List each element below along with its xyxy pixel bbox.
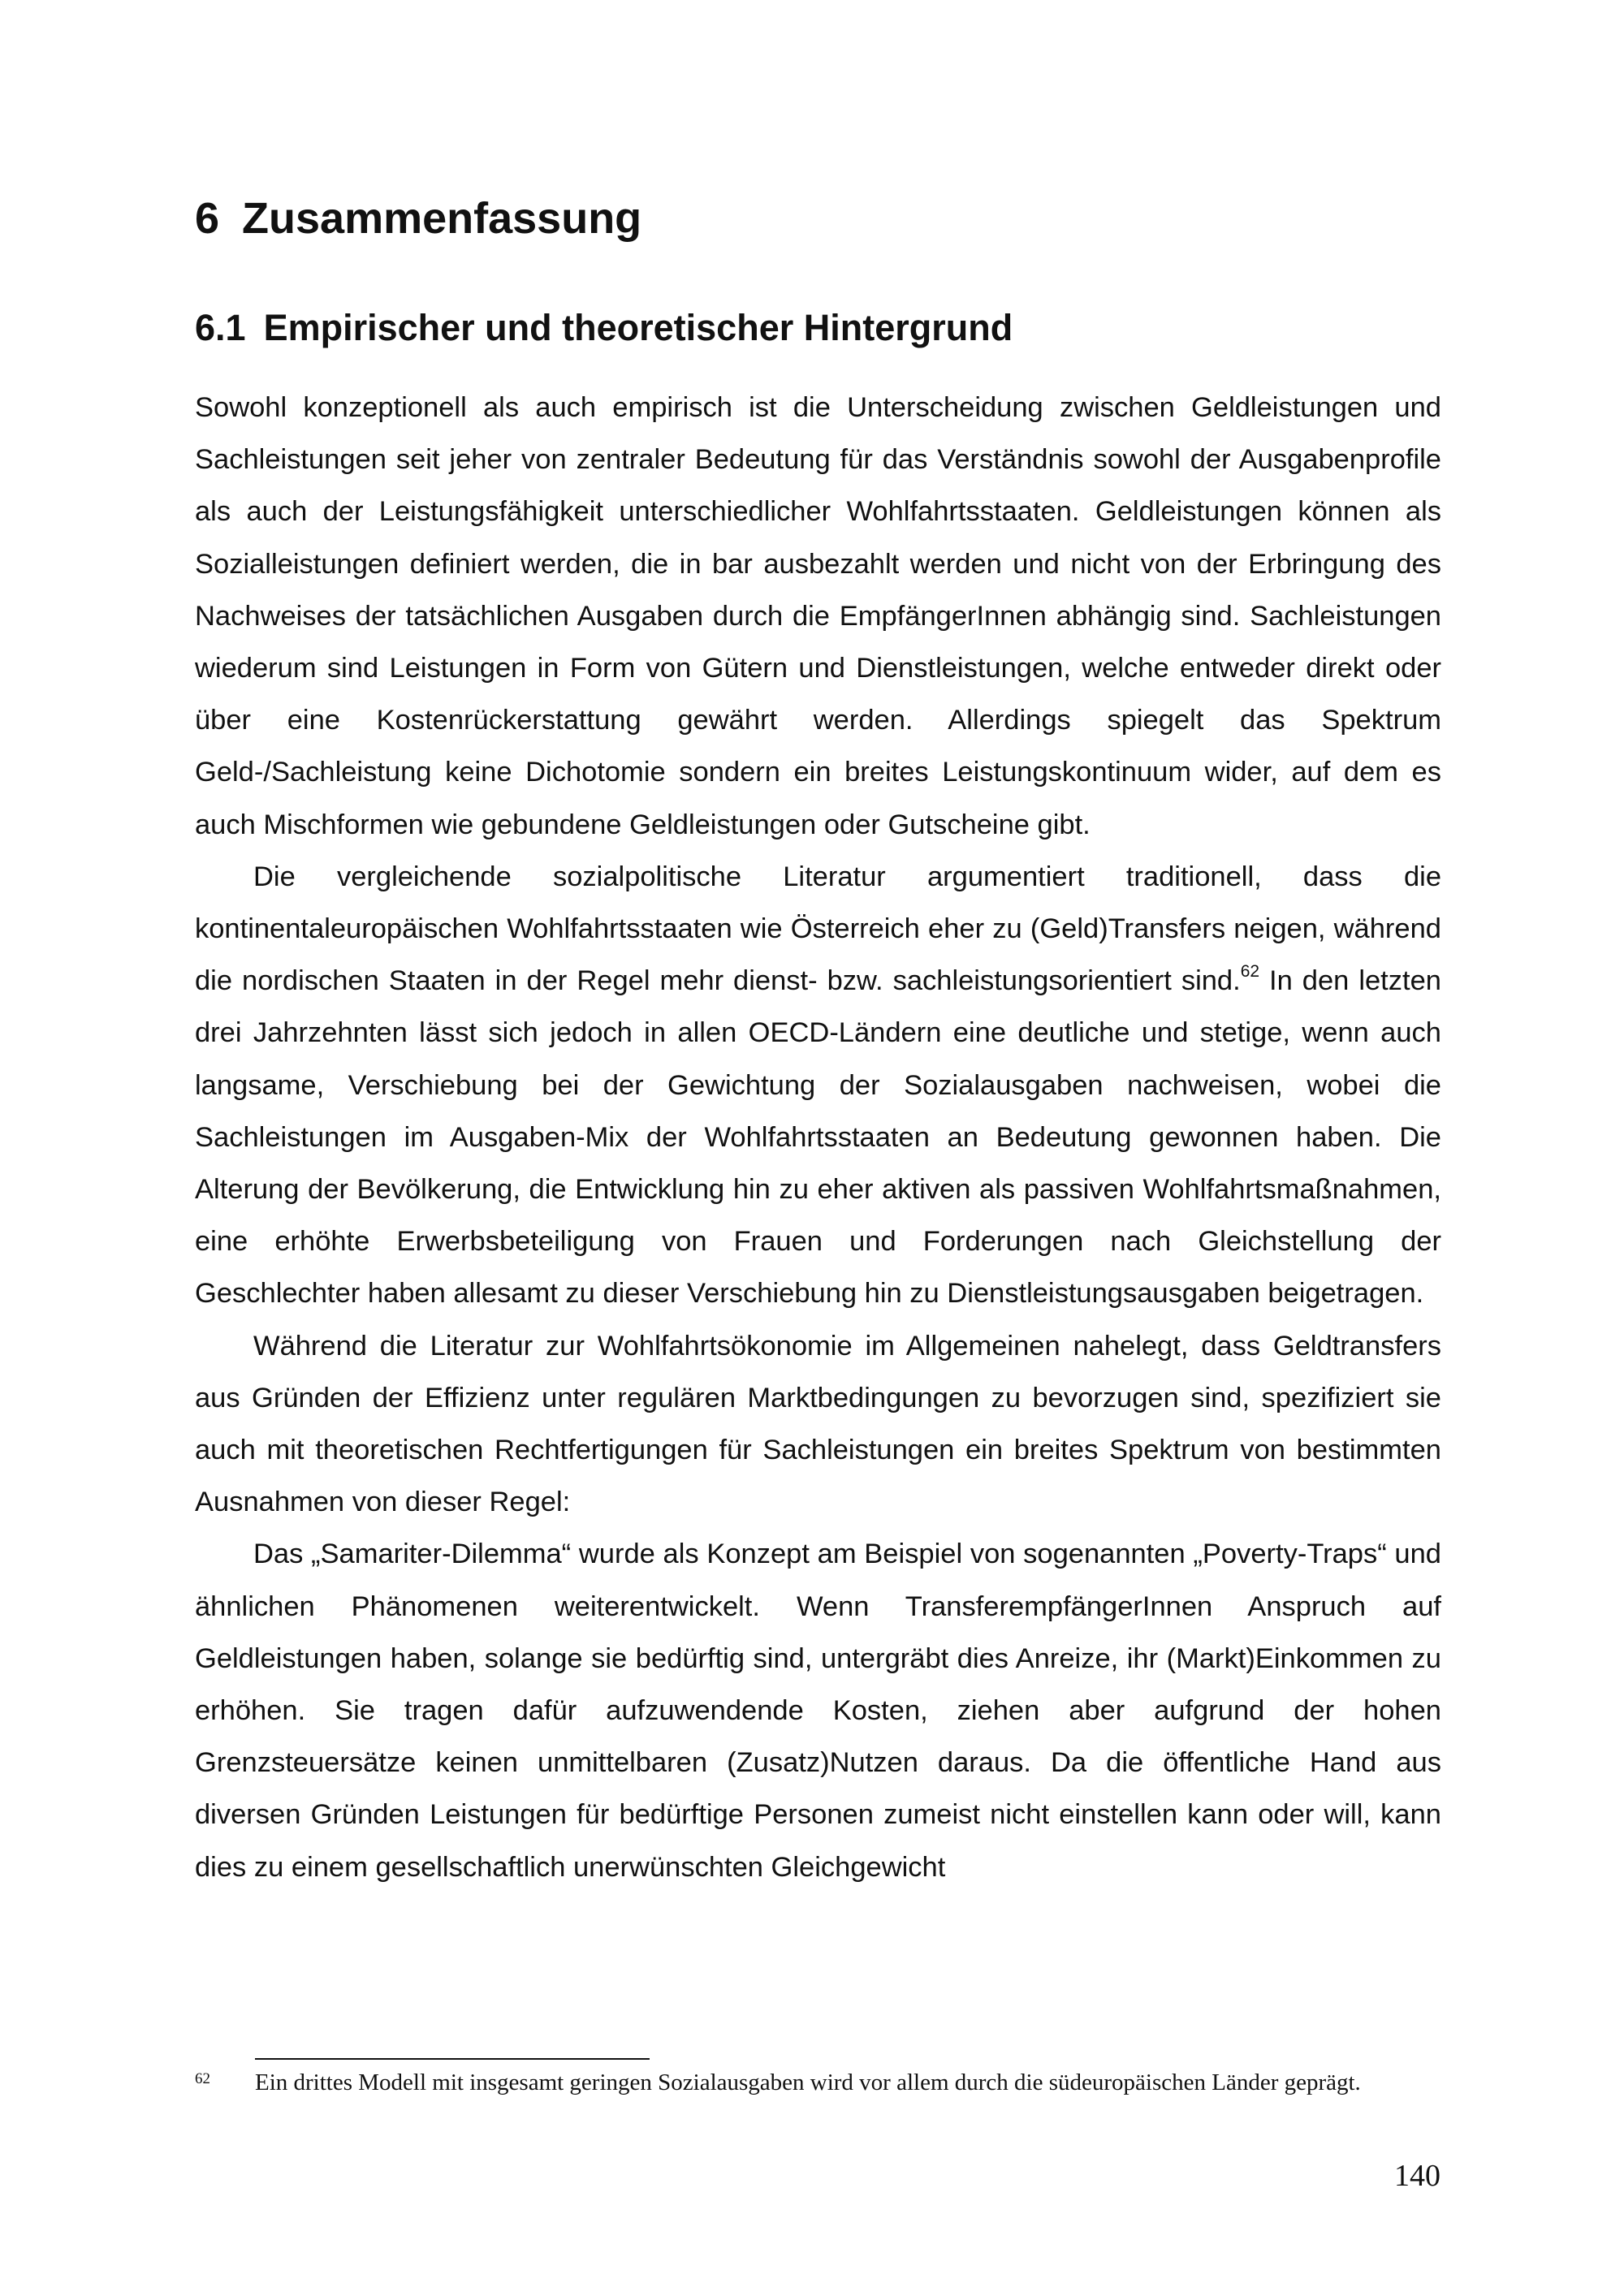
chapter-heading — [195, 190, 641, 247]
paragraph-4: Das „Samariter-Dilemma“ wurde als Konzept am Beispiel von sogenannten „Poverty-Traps“ und ähnlichen Phänomenen weiterentwickelt. Wenn TransferempfängerInnen Anspruch auf Geldleistungen haben, solange sie bedürftig sind, untergräbt dies Anreize, ihr (Markt)Einkommen zu erhöhen. Sie tragen dafür aufzuwendende Kosten, ziehen aber aufgrund der hohen Grenzsteuersätze keinen unmittelbaren (Zusatz)Nutzen daraus. Da die öffentliche Hand aus diversen Gründen Leistungen für bedürftige Personen zumeist nicht einstellen kann oder will, kann dies zu einem gesellschaftlich unerwünschten Gleichgewicht — [195, 1539, 1441, 1883]
footnote-number: 62 — [195, 2070, 210, 2087]
footnote — [195, 2068, 1441, 2097]
paragraph-2-text-start: Die vergleichende sozialpolitische Literatur argumentiert traditionell, dass die kontinentaleuropäischen Wohlfahrtsstaaten wie Österreich eher zu (Geld)Transfers neigen, während die nordischen Staaten in der Regel mehr dienst- bzw. sachleistungsorientiert sind. — [195, 861, 1441, 997]
paragraph-2-text-end: In den letzten drei Jahrzehnten lässt sich jedoch in allen OECD-Ländern eine deutliche und stetige, wenn auch langsame, Verschiebung bei der Gewichtung der Sozialausgaben nachweisen, wobei die Sachleistungen im Ausgaben-Mix der Wohlfahrtsstaaten an Bedeutung gewonnen haben. Die Alterung der Bevölkerung, die Entwicklung hin zu eher aktiven als passiven Wohlfahrtsmaßnahmen, eine erhöhte Erwerbsbeteiligung von Frauen und Forderungen nach Gleichstellung der Geschlechter haben allesamt zu dieser Verschiebung hin zu Dienstleistungsausgaben beigetragen. — [195, 965, 1441, 1310]
footnote-text: Ein drittes Modell mit insgesamt geringen Sozialausgaben wird vor allem durch die südeuropäischen Länder geprägt. — [255, 2069, 1361, 2095]
chapter-number: 6 — [195, 194, 220, 243]
paragraph-1: Sowohl konzeptionell als auch empirisch ist die Unterscheidung zwischen Geldleistungen und Sachleistungen seit jeher von zentraler Bedeutung für das Verständnis sowohl der Ausgabenprofile als auch der Leistungsfähigkeit unterschiedlicher Wohlfahrtsstaaten. Geldleistungen können als Sozialleistungen definiert werden, die in bar ausbezahlt werden und nicht von der Erbringung des Nachweises der tatsächlichen Ausgaben durch die EmpfängerInnen abhängig sind. Sachleistungen wiederum sind Leistungen in Form von Gütern und Dienstleistungen, welche entweder direkt oder über eine Kostenrückerstattung gewährt werden. Allerdings spiegelt das Spektrum Geld-/Sachleistung keine Dichotomie sondern ein breites Leistungskontinuum wider, auf dem es auch Mischformen wie gebundene Geldleistungen oder Gutscheine gibt. — [195, 392, 1441, 840]
paragraph-3: Während die Literatur zur Wohlfahrtsökonomie im Allgemeinen nahelegt, dass Geldtransfers aus Gründen der Effizienz unter regulären Marktbedingungen zu bevorzugen sind, spezifiziert sie auch mit theoretischen Rechtfertigungen für Sachleistungen ein breites Spektrum von bestimmten Ausnahmen von dieser Regel: — [195, 1330, 1441, 1518]
chapter-title: Zusammenfassung — [242, 194, 642, 243]
body-text — [195, 382, 1441, 1893]
paragraph-2 — [195, 851, 1441, 1320]
section-title: Empirischer und theoretischer Hintergrund — [263, 307, 1013, 348]
footnote-separator — [255, 2058, 650, 2060]
page-number: 140 — [1394, 2159, 1440, 2193]
footnote-reference[interactable]: 62 — [1240, 961, 1260, 981]
section-number: 6.1 — [195, 307, 246, 348]
section-heading — [195, 304, 1013, 352]
